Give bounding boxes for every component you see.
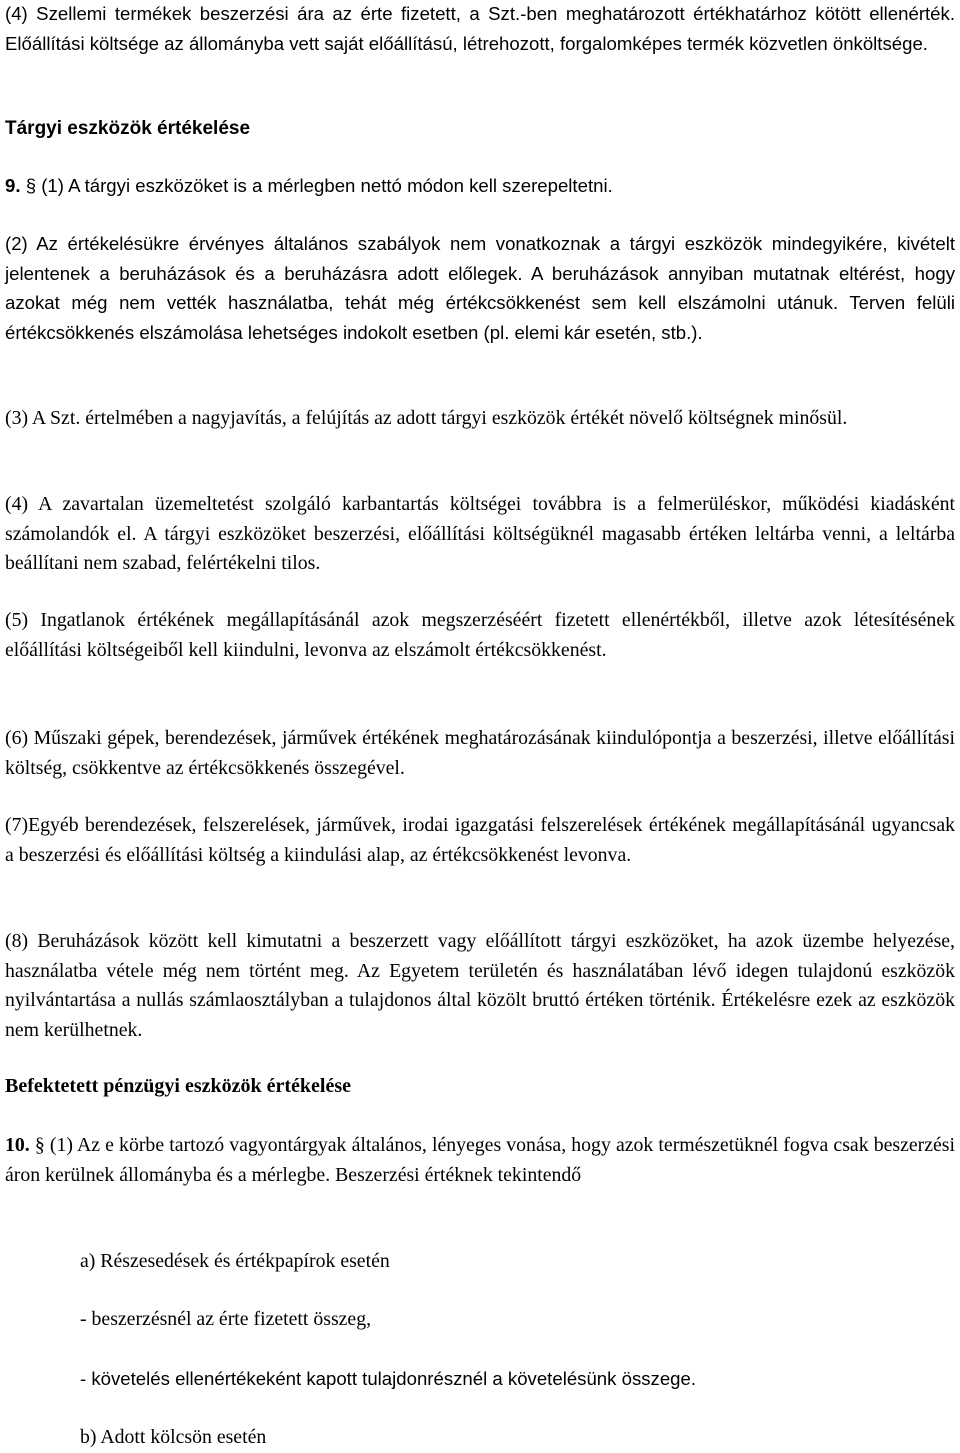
section-9-paragraph-1 bbox=[5, 171, 955, 201]
heading-befektetett-penzugyi-eszkozok: Befektetett pénzügyi eszközök értékelése bbox=[5, 1075, 351, 1097]
section-9-paragraph-7: (7)Egyéb berendezések, felszerelések, járművek, irodai igazgatási felszerelések értékének megállapításánál ugyancsak a beszerzési és előállítási költség a kiindulási alap, az értékcsökkenést levonva. bbox=[5, 814, 955, 866]
section-9-paragraph-4: (4) A zavartalan üzemeltetést szolgáló karbantartás költségei továbbra is a felmerüléskor, működési kiadásként számolandók el. A tárgyi eszközöket beszerzési, előállítási költségüknél magasabb értéken leltárba venni, a leltárba beállítani nem szabad, felértékelni tilos. bbox=[5, 493, 955, 575]
section-10-paragraph-1 bbox=[5, 1131, 955, 1190]
section-number: 9. bbox=[5, 175, 21, 196]
section-9-paragraph-6: (6) Műszaki gépek, berendezések, járművek értékének meghatározásának kiindulópontja a beszerzési, illetve előállítási költség, csökkentve az értékcsökkenés összegével. bbox=[5, 727, 955, 779]
section-10-text-1: (1) Az e körbe tartozó vagyontárgyak általános, lényeges vonása, hogy azok természetüknél fogva csak beszerzési áron kerülnek állományba és a mérlegbe. Beszerzési értéknek tekintendő bbox=[5, 1134, 955, 1186]
list-item-a-sub-2: - követelés ellenértékeként kapott tulajdonrésznél a követelésünk összege. bbox=[80, 1368, 697, 1389]
list-item-a: a) Részesedések és értékpapírok esetén bbox=[80, 1250, 390, 1272]
section-sign: § bbox=[25, 175, 37, 196]
section-number: 10. bbox=[5, 1134, 30, 1156]
heading-targyi-eszkozok: Tárgyi eszközök értékelése bbox=[5, 118, 251, 139]
paragraph-szellemi-termekek: (4) Szellemi termékek beszerzési ára az érte fizetett, a Szt.-ben meghatározott értékhatárhoz kötött ellenérték. Előállítási költsége az állományba vett saját előállítású, létrehozott, forgalomképes termék közvetlen önköltsége. bbox=[5, 3, 955, 54]
section-sign: § bbox=[34, 1134, 45, 1156]
section-9-paragraph-2: (2) Az értékelésükre érvényes általános szabályok nem vonatkoznak a tárgyi eszközök mindegyikére, kivételt jelentenek a beruházások és a beruházásra adott előlegek. A beruházások annyiban mutatnak eltérést, hogy azokat még nem vették használatba, tehát még értékcsökkenést sem kell elszámolni utánuk. Terven felüli értékcsökkenés elszámolása lehetséges indokolt esetben (pl. elemi kár esetén, stb.). bbox=[5, 233, 955, 343]
section-9-paragraph-5: (5) Ingatlanok értékének megállapításánál azok megszerzéséért fizetett ellenértékből, illetve azok létesítésének előállítási költségeiből kell kiindulni, levonva az elszámolt értékcsökkenést. bbox=[5, 609, 955, 661]
list-item-b: b) Adott kölcsön esetén bbox=[80, 1426, 267, 1448]
section-9-paragraph-3: (3) A Szt. értelmében a nagyjavítás, a felújítás az adott tárgyi eszközök értékét növelő költségnek minősül. bbox=[5, 407, 848, 429]
list-item-a-sub-1: - beszerzésnél az érte fizetett összeg, bbox=[80, 1308, 372, 1330]
section-9-text-1: (1) A tárgyi eszközöket is a mérlegben nettó módon kell szerepeltetni. bbox=[41, 175, 613, 196]
section-9-paragraph-8: (8) Beruházások között kell kimutatni a beszerzett vagy előállított tárgyi eszközöket, ha azok üzembe helyezése, használatba vétele még nem történt meg. Az Egyetem területén és használatában lévő idegen tulajdonú eszközök nyilvántartása a nullás számlaosztályban a tulajdonos által közölt bruttó értéken történik. Értékelésre ezek az eszközök nem kerülhetnek. bbox=[5, 930, 955, 1041]
